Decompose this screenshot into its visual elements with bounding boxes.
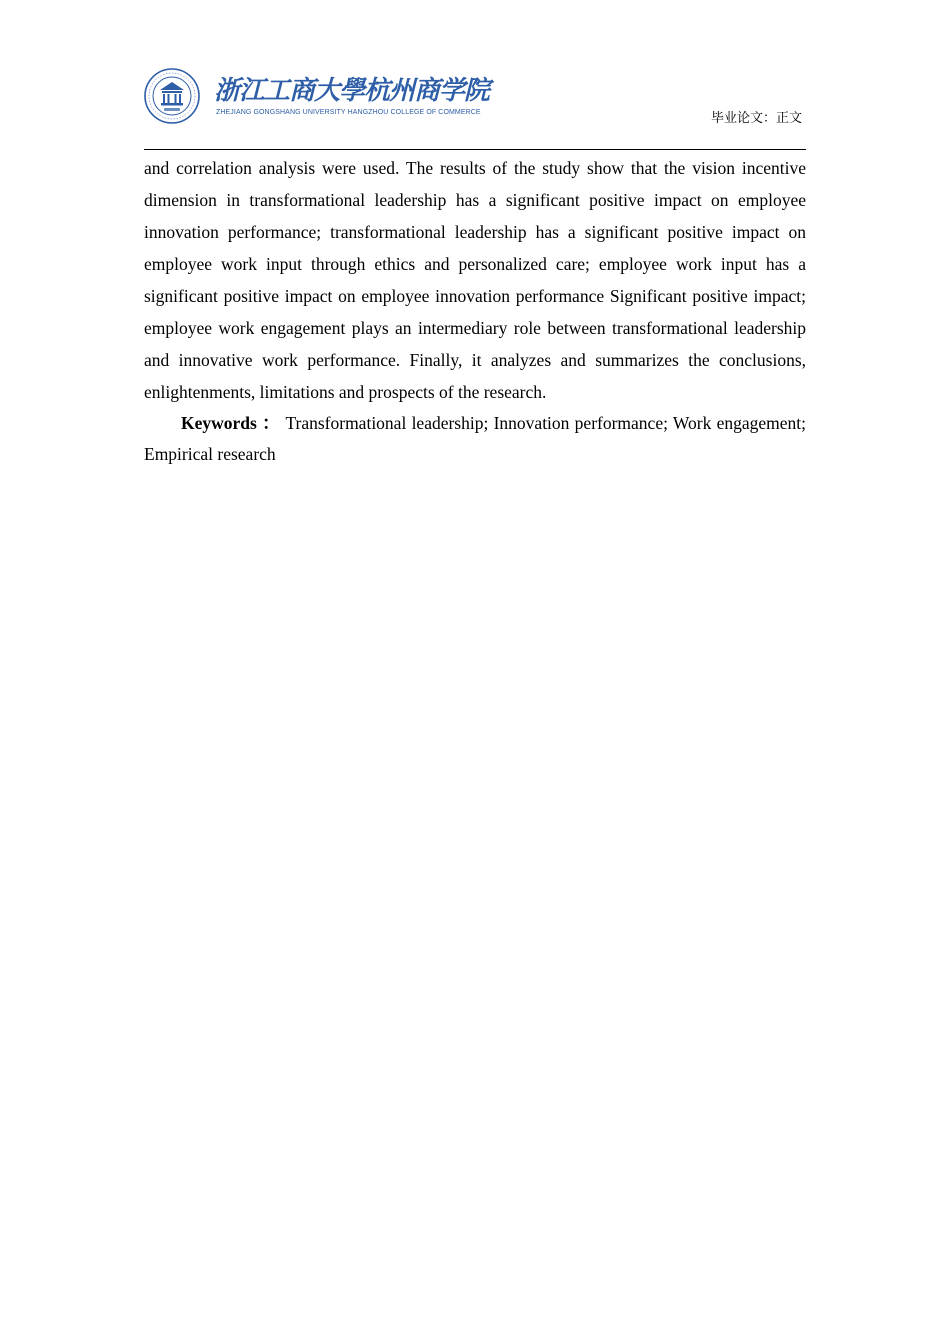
keywords-label: Keywords ： [181,413,281,433]
university-logo-chinese: 浙江工商大學杭州商学院 [214,76,490,106]
page-header [144,66,806,150]
abstract-paragraph: and correlation analysis were used. The results of the study show that the vision incentive dimension in transformational leadership has a significant positive impact on employee innovation performance; transformational leadership has a significant positive impact on employee work input through ethics and personalized care; employee work input has a significant positive impact on employee innovation performance Significant positive impact; employee work engagement plays an intermediary role between transformational leadership and innovative work performance. Finally, it analyzes and summarizes the conclusions, enlightenments, limitations and prospects of the research. [144,158,806,402]
university-seal-icon [144,68,200,124]
keywords-text: Transformational leadership; Innovation performance; Work engagement; Empirical research [144,413,807,464]
university-logo-english: ZHEJIANG GONGSHANG UNIVERSITY HANGZHOU COLLEGE OF COMMERCE [216,109,481,116]
abstract-body [144,152,806,470]
header-divider [144,149,806,150]
keywords-paragraph [144,408,806,470]
section-label: 毕业论文：正文 [710,111,802,126]
